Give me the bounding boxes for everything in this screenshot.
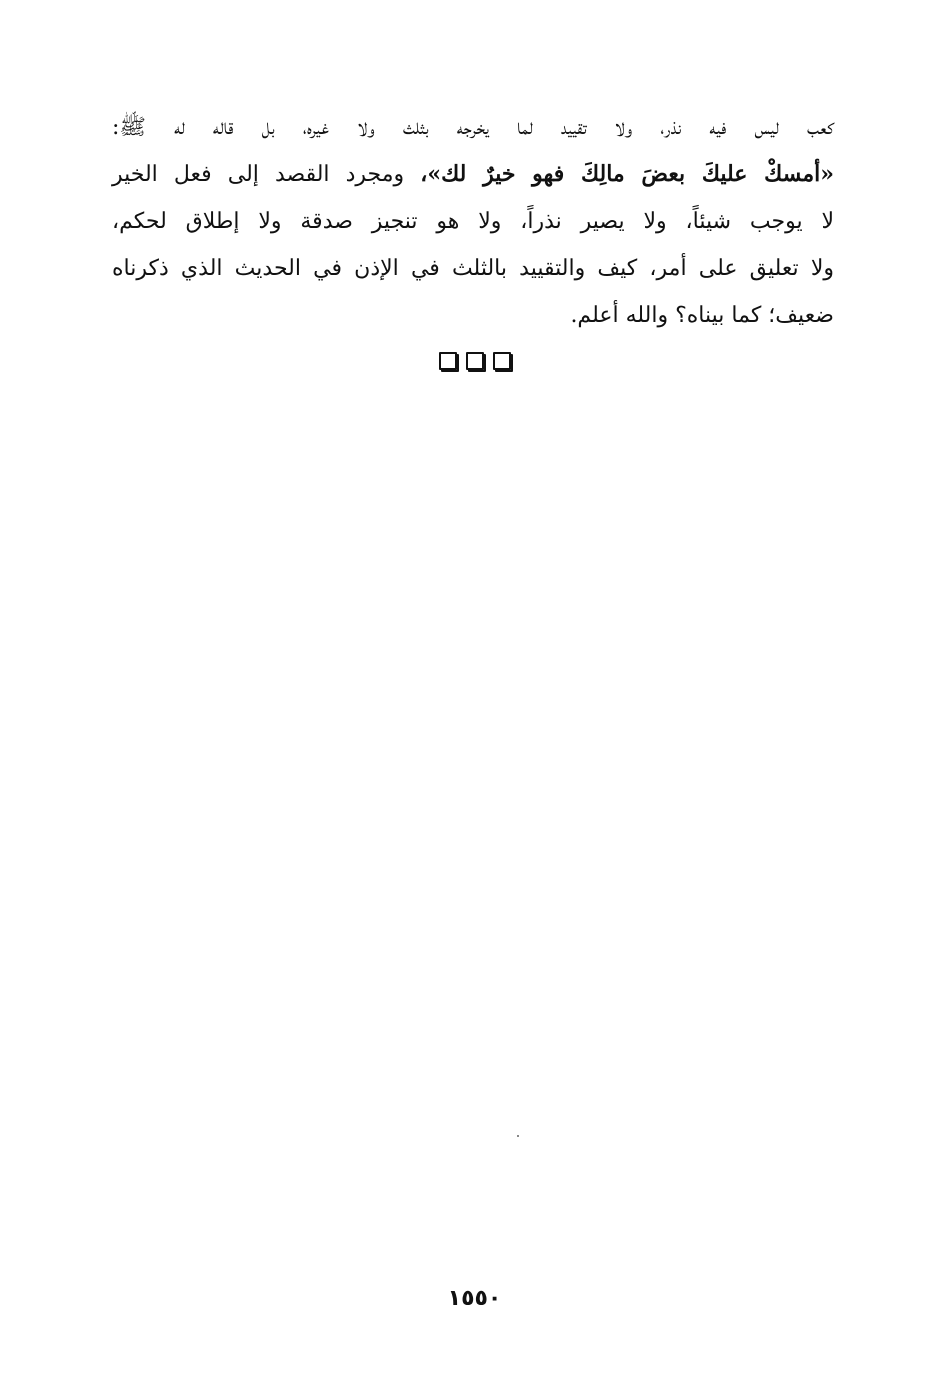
- page-number: ١٥٥٠: [447, 1286, 502, 1311]
- hadith-quote: «أمسكْ عليكَ بعضَ مالِكَ فهو خيرٌ لك»،: [420, 161, 834, 187]
- text-line-2: [112, 151, 834, 198]
- ornament-box-icon: [439, 352, 457, 370]
- text-line-4: ولا تعليق على أمر، كيف والتقييد بالثلث في الإذن في الحديث الذي ذكرناه: [112, 256, 834, 281]
- ornament-box-icon: [493, 352, 511, 370]
- section-end-ornament: [0, 352, 949, 370]
- text-line-3: لا يوجب شيئاً، ولا يصير نذراً، ولا هو تنجيز صدقة ولا إطلاق لحكم،: [112, 209, 834, 234]
- scan-speck: [517, 1135, 519, 1137]
- text-line-2-rest: ومجرد القصد إلى فعل الخير: [112, 162, 421, 187]
- text-line-5: ضعيف؛ كما بيناه؟ والله أعلم.: [570, 303, 834, 328]
- text-line-1: كعب ليس فيه نذر، ولا تقييد لما يخرجه بثلث ولا غيره، بل قاله له ﷺ:: [112, 115, 834, 140]
- paragraph: [112, 104, 834, 339]
- ornament-box-icon: [466, 352, 484, 370]
